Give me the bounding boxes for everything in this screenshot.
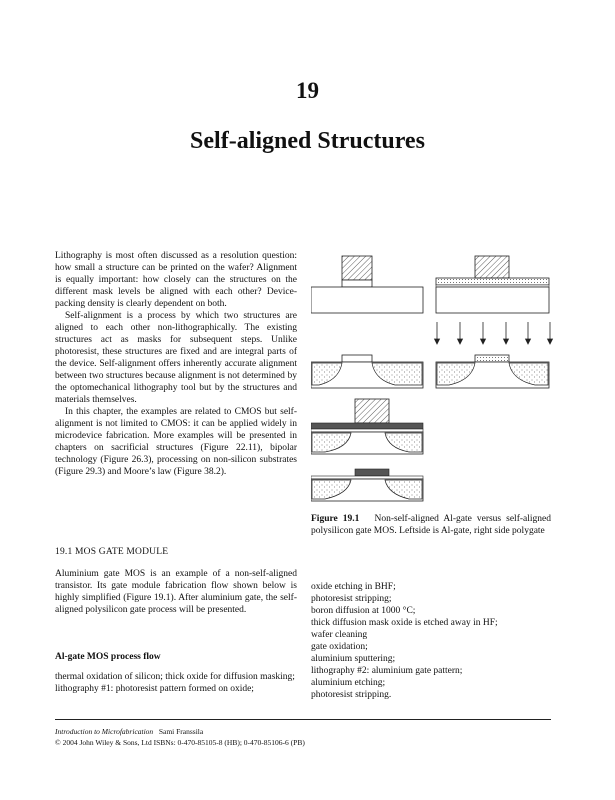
figure-label: Figure 19.1: [311, 514, 360, 524]
footer-divider: [55, 719, 551, 720]
process-step: thick diffusion mask oxide is etched away in HF;: [311, 618, 498, 628]
footer-book-line: [55, 727, 203, 736]
footer-author: Sami Franssila: [158, 727, 204, 736]
process-step: photoresist stripping;: [311, 594, 392, 604]
al-gate-step-3: [311, 399, 423, 454]
section-paragraph: Aluminium gate MOS is an example of a non-self-aligned transistor. Its gate module fabrication flow shown below is highly simplified (Figure 19.1). After aluminium gate, the self-aligned polysilicon gate process will be presented.: [55, 569, 297, 615]
figure-19-1-diagram: [311, 254, 556, 512]
intro-paragraph-2: Self-alignment is a process by which two structures are aligned to each other non-lithographically. The existing structures act as masks for subsequent steps. Unlike photoresist, these structures are fixed and are integral parts of the device. Self-alignment offers inherently accurate alignment between two structures because alignment is not determined by the optomechanical lithography tool but by the structures and materials themselves.: [55, 311, 297, 405]
section-heading: 19.1 MOS GATE MODULE: [55, 547, 169, 557]
process-step: oxide etching in BHF;: [311, 582, 396, 592]
process-step: boron diffusion at 1000 °C;: [311, 606, 416, 616]
process-step: aluminium sputtering;: [311, 654, 396, 664]
al-gate-step-4: [311, 469, 423, 501]
process-step: photoresist stripping.: [311, 690, 392, 700]
implant-arrows: [435, 322, 553, 344]
intro-paragraph-3: In this chapter, the examples are related to CMOS but self-alignment is not limited to CMOS: it can be applied widely in microdevice fabrication. More examples will be presented in chapters on sacrificial structures (Figure 22.11), bipolar technology (Figure 26.3), processing on non-silicon substrates (Figure 29.3) and Moore’s law (Figure 38.2).: [55, 407, 297, 477]
figure-caption: [311, 513, 551, 537]
chapter-title: Self-aligned Structures: [190, 128, 425, 154]
intro-paragraph-1: Lithography is most often discussed as a resolution question: how small a structure can be printed on the wafer? Alignment is equally important: how closely can the structures on the different mask levels be aligned with each other? Device-packing density is clearly dependent on both.: [55, 251, 297, 309]
chapter-number: 19: [296, 78, 319, 103]
process-step: thermal oxidation of silicon; thick oxide for diffusion masking;: [55, 672, 295, 682]
footer-book-title: Introduction to Microfabrication: [55, 727, 154, 736]
process-step: lithography #1: photoresist pattern formed on oxide;: [55, 684, 254, 694]
intro-text: [55, 250, 297, 478]
al-gate-step-2: [311, 355, 423, 388]
process-step: wafer cleaning: [311, 630, 368, 640]
figure-caption-text: Non-self-aligned Al-gate versus self-aligned polysilicon gate MOS. Leftside is Al-gate, right side polygate: [311, 514, 551, 536]
process-step: gate oxidation;: [311, 642, 368, 652]
footer-copyright: © 2004 John Wiley & Sons, Ltd ISBNs: 0-470-85105-8 (HB); 0-470-85106-6 (PB): [55, 738, 305, 747]
polygate-step-2: [436, 355, 549, 388]
process-steps-right: [311, 581, 556, 701]
process-step: aluminium etching;: [311, 678, 386, 688]
process-step: lithography #2: aluminium gate pattern;: [311, 666, 463, 676]
process-steps-left: [55, 671, 297, 695]
al-gate-step-1: [311, 256, 423, 313]
polygate-step-1: [436, 256, 549, 313]
subsection-heading: Al-gate MOS process flow: [55, 652, 161, 662]
